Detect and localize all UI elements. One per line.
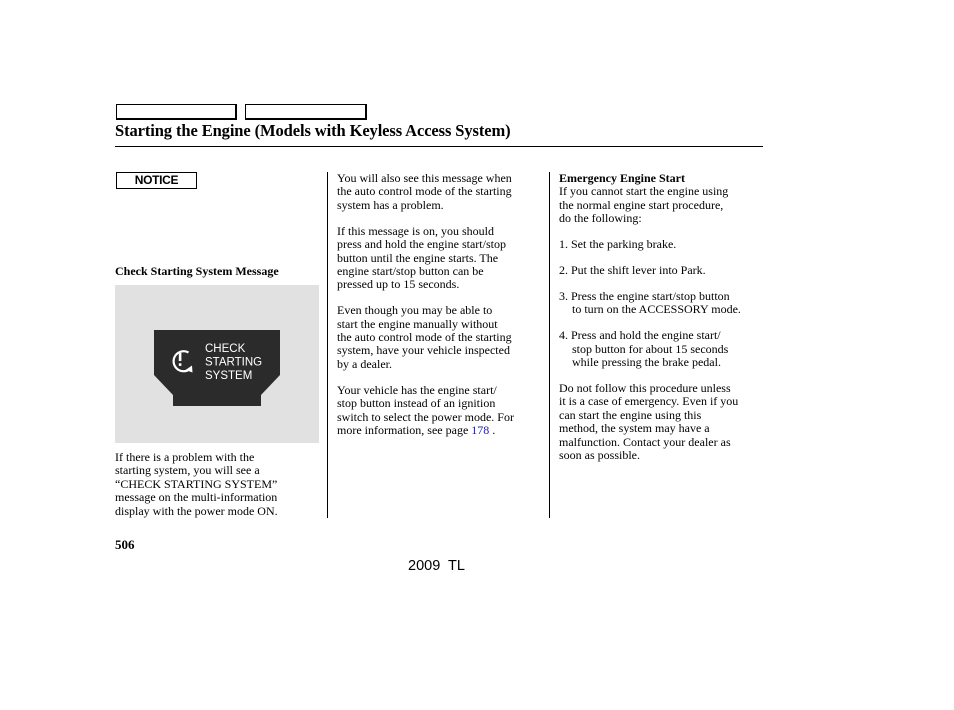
column-divider-2 — [549, 172, 550, 518]
emergency-intro: If you cannot start the engine using the normal engine start procedure, do the following: — [559, 184, 729, 226]
display-line-3: SYSTEM — [205, 370, 253, 382]
col2-paragraph-4: Your vehicle has the engine start/ stop button instead of an ignition switch to select the power mode. For more information, see page 178 . — [337, 382, 514, 437]
column-2-text — [337, 172, 547, 437]
column-3-text — [559, 172, 769, 462]
notice-badge: NOTICE — [116, 172, 197, 189]
page-reference-link[interactable]: 178 — [471, 423, 490, 437]
col2-paragraph-1: You will also see this message when the auto control mode of the starting system has a problem. — [337, 171, 512, 212]
step-2: 2. Put the shift lever into Park. — [559, 263, 706, 278]
col2-paragraph-3: Even though you may be able to start the engine manually without the auto control mode of the starting system, have your vehicle inspected by a dealer. — [337, 303, 512, 371]
nav-tab-left[interactable] — [116, 104, 237, 120]
model-footer: 2009 TL — [408, 558, 465, 574]
title-divider — [115, 146, 763, 147]
step-3: 3. Press the engine start/stop button to turn on the ACCESSORY mode. — [559, 288, 741, 317]
emergency-warning: Do not follow this procedure unless it is a case of emergency. Even if you can start the engine using this method, the system may have a malfunction. Contact your dealer as soon as possible. — [559, 380, 739, 462]
check-starting-paragraph: If there is a problem with the starting system, you will see a “CHECK STARTING SYSTEM” message on the multi-information display with the power mode ON. — [115, 450, 278, 518]
step-1: 1. Set the parking brake. — [559, 237, 677, 252]
display-line-1: CHECK — [205, 343, 246, 355]
page-title: Starting the Engine (Models with Keyless Access System) — [115, 121, 511, 140]
check-starting-heading: Check Starting System Message — [115, 264, 279, 278]
display-illustration — [115, 285, 319, 443]
column-divider-1 — [327, 172, 328, 518]
display-line-2: STARTING — [205, 356, 263, 369]
page-number: 506 — [115, 537, 135, 552]
display-svg — [115, 285, 319, 443]
emergency-start-heading: Emergency Engine Start — [559, 171, 685, 185]
nav-tab-right[interactable] — [245, 104, 367, 120]
col2-paragraph-2: If this message is on, you should press and hold the engine start/stop button until the engine starts. The engine start/stop button can be pressed up to 15 seconds. — [337, 223, 506, 292]
step-4: 4. Press and hold the engine start/ stop button for about 15 seconds while pressing the brake pedal. — [559, 328, 729, 370]
